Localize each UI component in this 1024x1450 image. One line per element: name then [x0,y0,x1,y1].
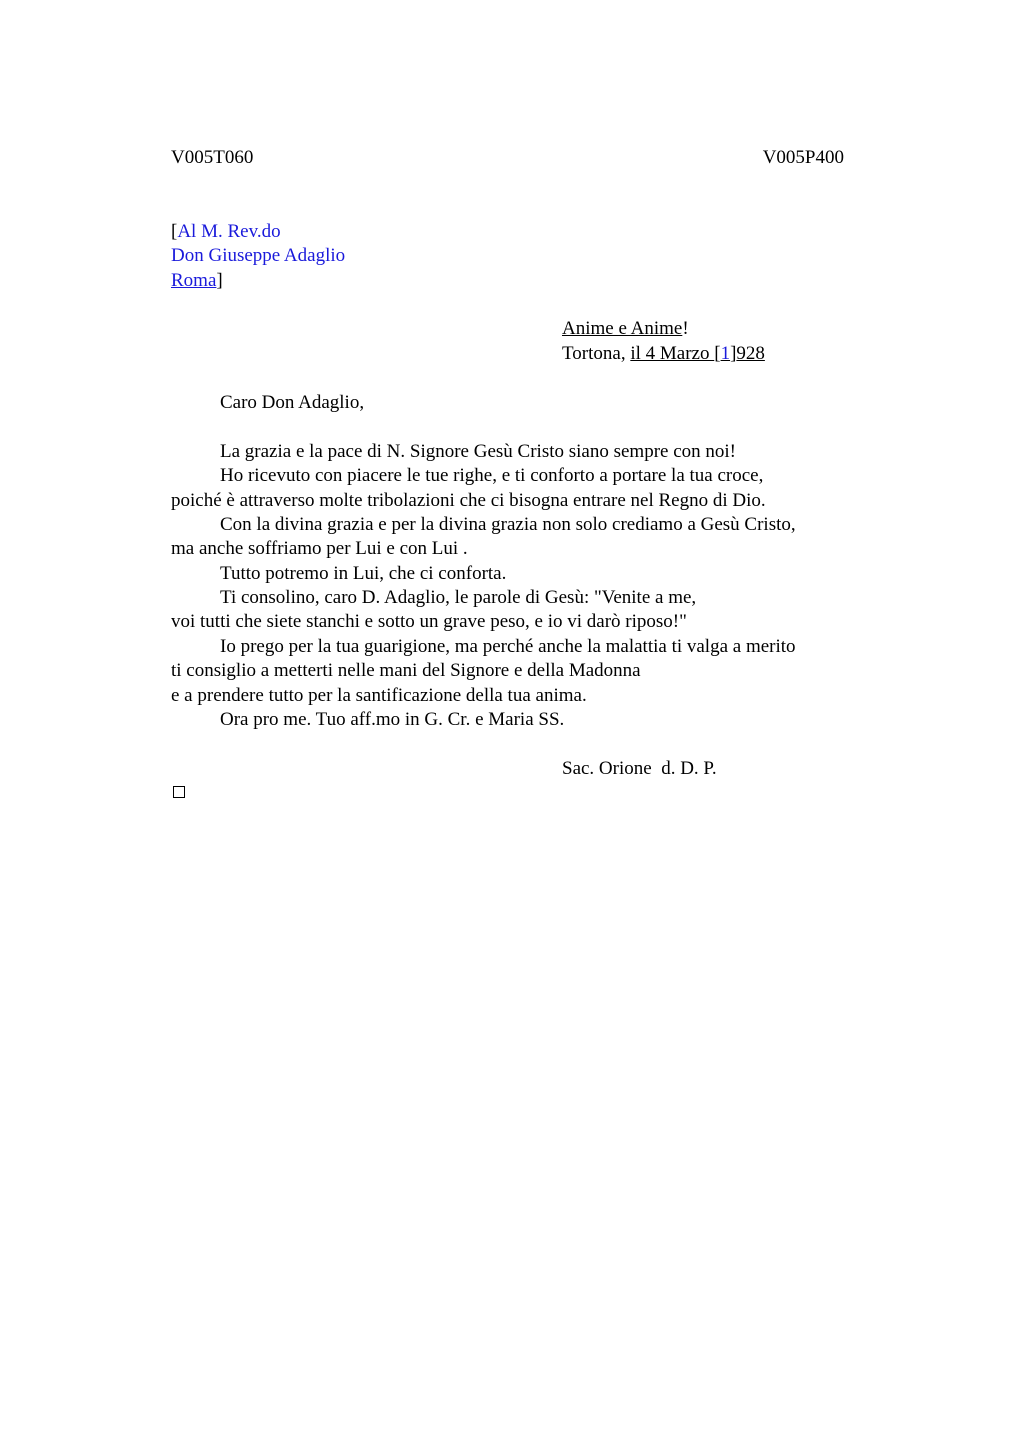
body-line: voi tutti che siete stanchi e sotto un grave peso, e io vi darò riposo!" [171,611,687,632]
checkbox-icon[interactable] [173,786,185,798]
signature: Sac. Orione d. D. P. [562,758,717,779]
body-line: La grazia e la pace di N. Signore Gesù Cristo siano sempre con noi! [220,441,737,462]
header-left-code: V005T060 [171,147,254,168]
address-city-link[interactable]: Roma [171,270,217,291]
address-recipient-title: Al M. Rev.do [177,221,281,242]
motto-line [562,317,689,341]
place-date-line [562,342,765,366]
body-line: e a prendere tutto per la santificazione della tua anima. [171,685,587,706]
year-insert-link[interactable]: 1 [720,343,731,364]
body-line: Io prego per la tua guarigione, ma perché anche la malattia ti valga a merito [220,636,796,657]
year-bracket-open: [ [714,343,721,364]
header-right-code: V005P400 [762,147,844,168]
body-line: Tutto potremo in Lui, che ci conforta. [220,563,507,584]
address-line-3 [171,269,223,293]
address-bracket-open: [ [171,221,178,242]
motto-punct: ! [682,318,689,339]
address-recipient-name: Don Giuseppe Adaglio [171,245,346,266]
address-line-1 [171,220,281,244]
year-bracket-close: ] [730,343,737,364]
body-line: Ho ricevuto con piacere le tue righe, e ti conforto a portare la tua croce, [220,465,764,486]
date-text [630,343,765,364]
body-line: Ora pro me. Tuo aff.mo in G. Cr. e Maria SS. [220,709,565,730]
body-line: ti consiglio a metterti nelle mani del Signore e della Madonna [171,660,641,681]
address-bracket-close: ] [216,270,223,291]
body-line: poiché è attraverso molte tribolazioni che ci bisogna entrare nel Regno di Dio. [171,490,766,511]
body-line: Ti consolino, caro D. Adaglio, le parole di Gesù: "Venite a me, [220,587,697,608]
body-line: Con la divina grazia e per la divina grazia non solo crediamo a Gesù Cristo, [220,514,796,535]
date-prefix: il 4 Marzo [630,343,715,364]
body-line: ma anche soffriamo per Lui e con Lui . [171,538,468,559]
motto-text: Anime e Anime [562,318,683,339]
place-text: Tortona, [562,343,631,364]
year-rest: 928 [736,343,765,364]
salutation: Caro Don Adaglio, [220,392,365,413]
